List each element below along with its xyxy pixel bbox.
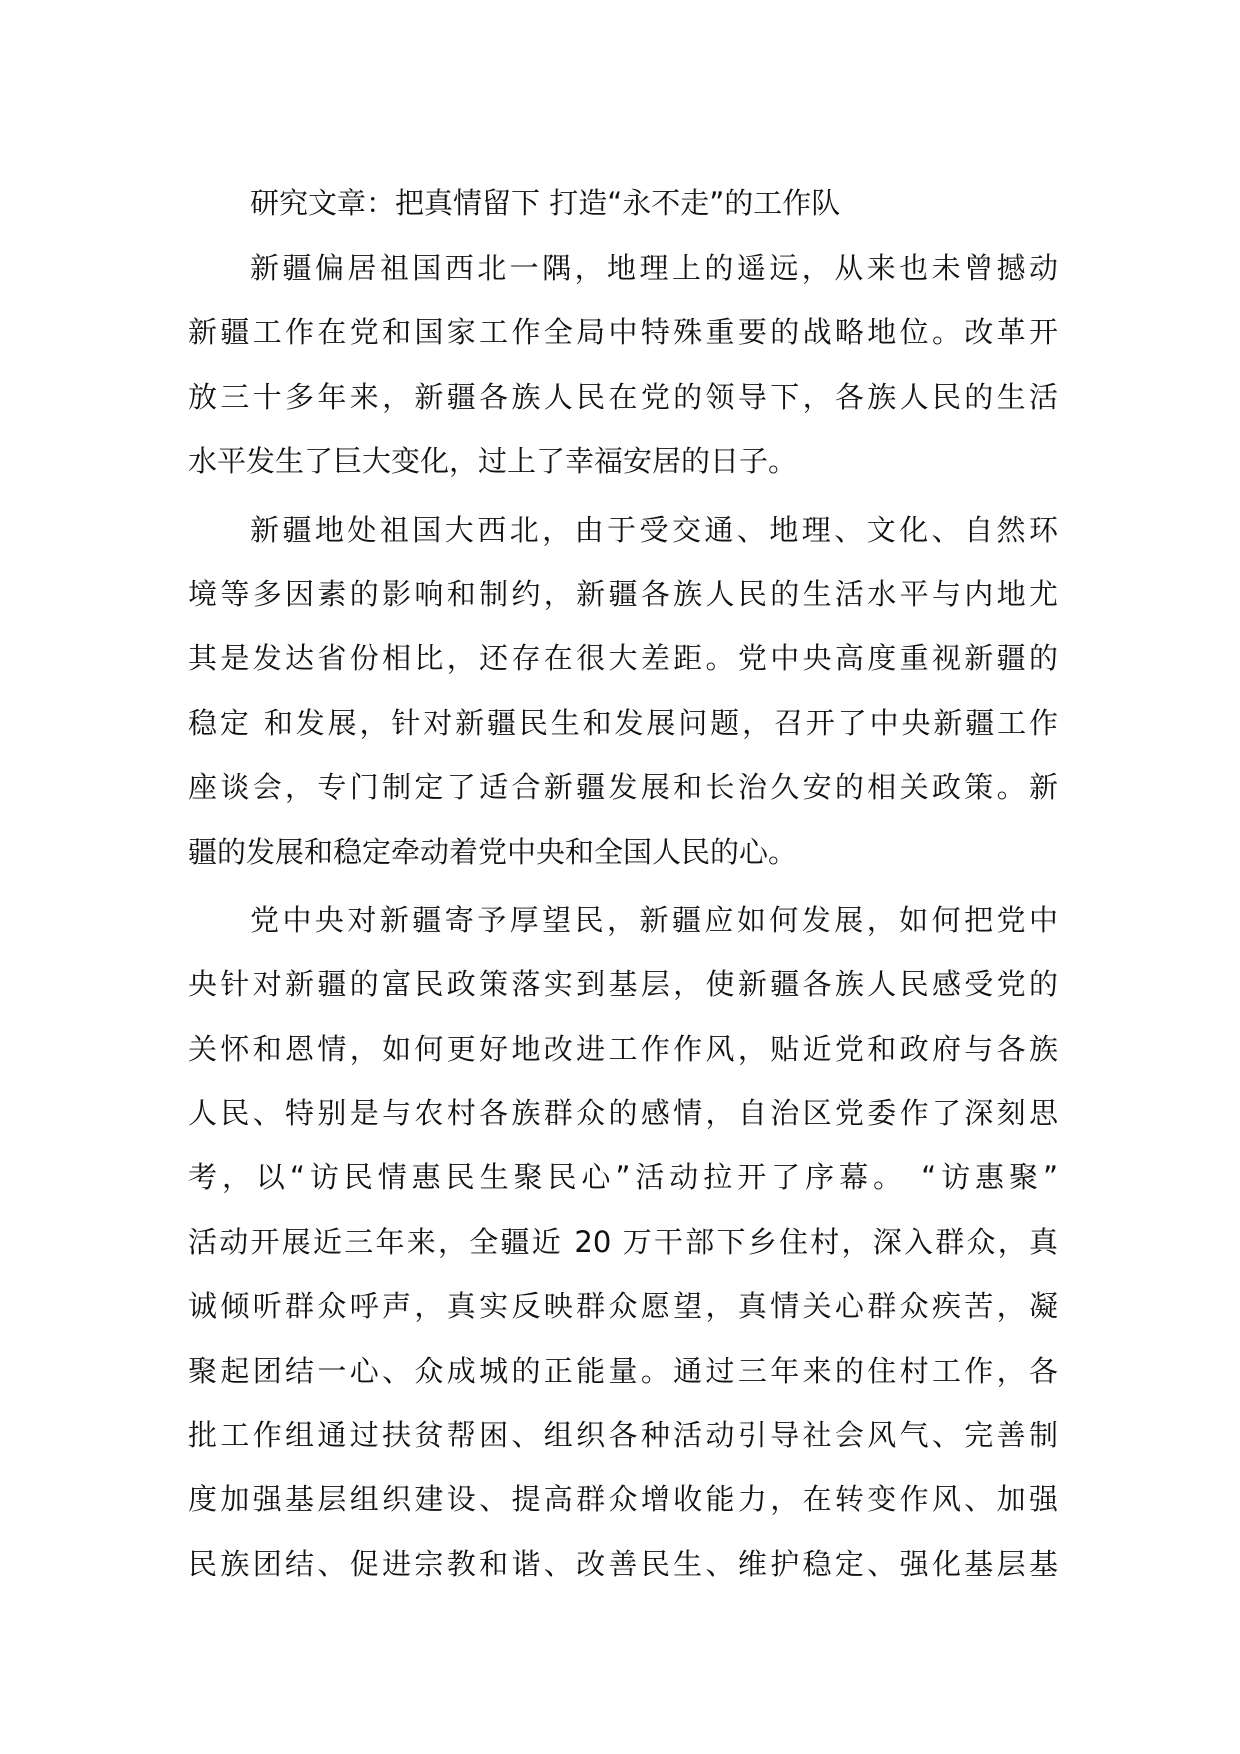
paragraph-line: 民族团结、促进宗教和谐、改善民生、维护稳定、强化基层基 [188, 1546, 1058, 1581]
document-title: 研究文章：把真情留下 打造“永不走”的工作队 [250, 186, 841, 220]
paragraph-line: 新疆地处祖国大西北，由于受交通、地理、文化、自然环 [250, 512, 1058, 547]
paragraph-line: 境等多因素的影响和制约，新疆各族人民的生活水平与内地尤 [188, 576, 1058, 611]
paragraph-line: 稳定 和发展，针对新疆民生和发展问题，召开了中央新疆工作 [188, 705, 1058, 740]
paragraph-line: 人民、特别是与农村各族群众的感情，自治区党委作了深刻思 [188, 1096, 1058, 1131]
paragraph-line: 央针对新疆的富民政策落实到基层，使新疆各族人民感受党的 [188, 967, 1058, 1002]
paragraph-line: 批工作组通过扶贫帮困、组织各种活动引导社会风气、完善制 [188, 1418, 1058, 1453]
paragraph-line: 水平发生了巨大变化，过上了幸福安居的日子。 [188, 444, 798, 479]
paragraph-line: 新疆工作在党和国家工作全局中特殊重要的战略地位。改革开 [188, 315, 1058, 350]
paragraph-line: 考，以“访民情惠民生聚民心”活动拉开了序幕。 “访惠聚” [188, 1160, 1058, 1195]
paragraph-line: 新疆偏居祖国西北一隅，地理上的遥远，从来也未曾撼动 [250, 251, 1058, 285]
paragraph-line: 诚倾听群众呼声，真实反映群众愿望，真情关心群众疾苦，凝 [188, 1289, 1058, 1324]
paragraph-line: 活动开展近三年来，全疆近 20 万干部下乡住村，深入群众，真 [188, 1224, 1058, 1259]
paragraph-line: 党中央对新疆寄予厚望民，新疆应如何发展，如何把党中 [250, 902, 1058, 937]
document-body [188, 170, 1058, 1600]
paragraph-line: 疆的发展和稳定牵动着党中央和全国人民的心。 [188, 834, 798, 869]
paragraph-line: 度加强基层组织建设、提高群众增收能力，在转变作风、加强 [188, 1482, 1058, 1517]
paragraph-line: 其是发达省份相比，还存在很大差距。党中央高度重视新疆的 [188, 641, 1058, 676]
paragraph-1 [188, 236, 1058, 494]
paragraph-3 [188, 888, 1058, 1596]
paragraph-line: 座谈会，专门制定了适合新疆发展和长治久安的相关政策。新 [188, 770, 1058, 805]
paragraph-line: 放三十多年来，新疆各族人民在党的领导下，各族人民的生活 [188, 379, 1058, 414]
paragraph-2 [188, 498, 1058, 884]
paragraph-line: 聚起团结一心、众成城的正能量。通过三年来的住村工作，各 [188, 1353, 1058, 1388]
paragraph-line: 关怀和恩情，如何更好地改进工作作风，贴近党和政府与各族 [188, 1031, 1058, 1066]
